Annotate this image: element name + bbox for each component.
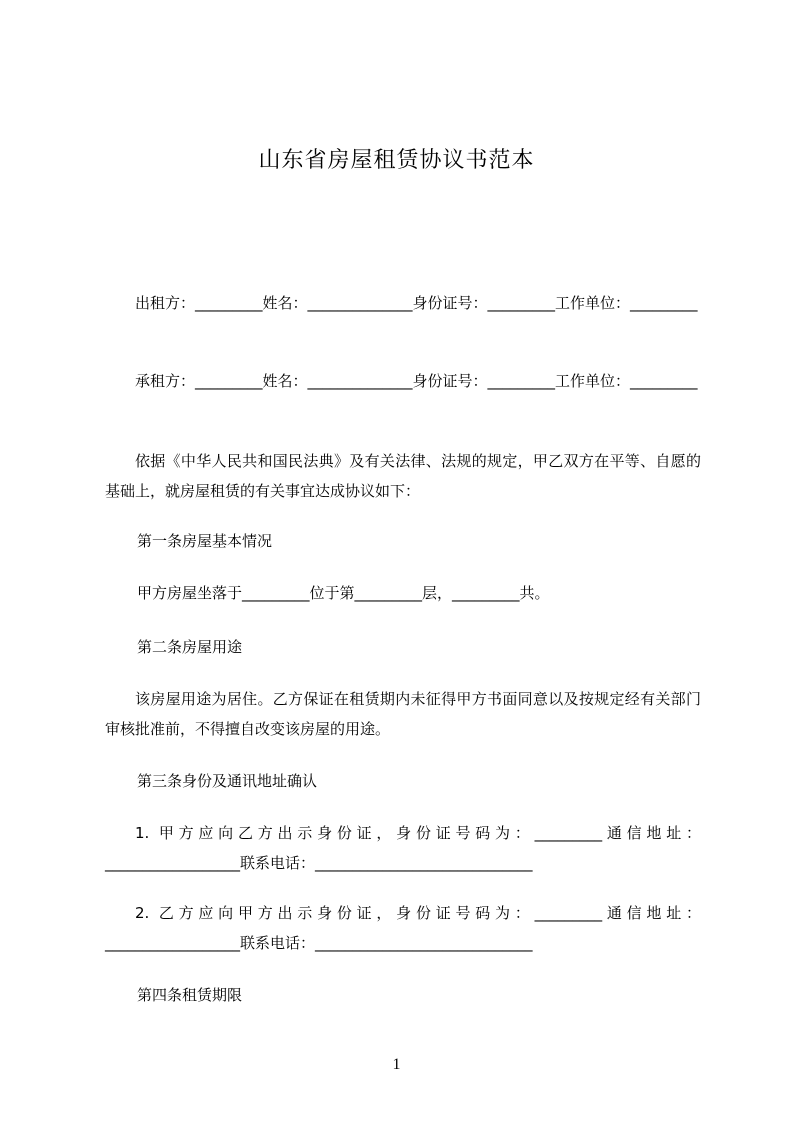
article-1-text: 甲方房屋坐落于_________位于第_________层，_________共。 (137, 584, 550, 602)
article-2-heading: 第二条房屋用途 (137, 638, 243, 656)
article-1-heading: 第一条房屋基本情况 (137, 532, 273, 550)
lessor-line: 出租方：_________姓名：______________身份证号：_________工作单位：_________ (135, 294, 698, 312)
article-3-item-1: 1. 甲方应向乙方出示身份证，身份证号码为：_________通信地址：__________________联系电话：_____________________________ (105, 824, 701, 872)
article-3-item-2: 2. 乙方应向甲方出示身份证，身份证号码为：_________通信地址：__________________联系电话：_____________________________ (105, 904, 701, 952)
article-3-heading: 第三条身份及通讯地址确认 (137, 772, 318, 790)
article-4-heading: 第四条租赁期限 (137, 986, 243, 1004)
preamble-paragraph: 依据《中华人民共和国民法典》及有关法律、法规的规定，甲乙双方在平等、自愿的基础上，就房屋租赁的有关事宜达成协议如下： (105, 452, 701, 500)
document-title: 山东省房屋租赁协议书范本 (258, 148, 535, 173)
lessee-line: 承租方：_________姓名：______________身份证号：_________工作单位：_________ (135, 372, 698, 390)
article-2-text: 该房屋用途为居住。乙方保证在租赁期内未征得甲方书面同意以及按规定经有关部门审核批准前，不得擅自改变该房屋的用途。 (105, 690, 701, 738)
page-number: 1 (392, 1056, 401, 1073)
